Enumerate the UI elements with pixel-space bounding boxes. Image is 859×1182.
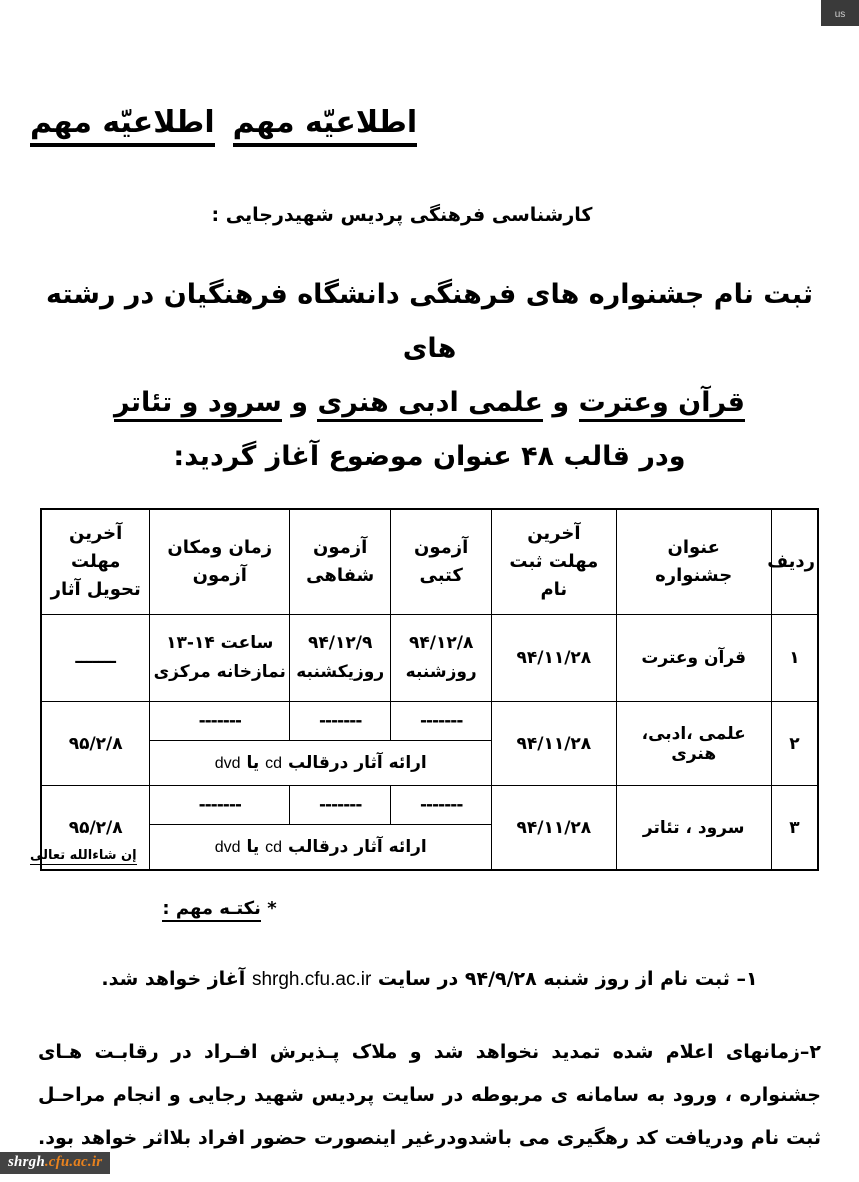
header-works-deadline-l1: آخرین مهلت	[69, 523, 123, 573]
intro-line-2	[30, 376, 829, 430]
site-watermark	[0, 1152, 110, 1174]
row2-submission-note-or: یا	[246, 753, 260, 773]
header-oral-exam	[290, 509, 391, 615]
row1-written-exam-day: روزشنبه	[405, 662, 477, 682]
row3-submission-note-or: یا	[246, 837, 260, 857]
header-radif: ردیف	[771, 509, 818, 615]
intro-paragraph	[30, 268, 829, 484]
header-registration-deadline-l2: مهلت ثبت نام	[509, 551, 599, 600]
row3-written-exam: -------	[391, 786, 492, 825]
headline-right: اطلاعیّه مهم	[30, 104, 215, 147]
header-registration-deadline-l1: آخرین	[527, 523, 581, 545]
note2-line-2: جشنواره ، ورود به سامانه ی مربوطه در سایت پردیس شهید رجایی و انجام مراحـل	[38, 1083, 821, 1106]
intro-line-3: ودر قالب ۴۸ عنوان موضوع آغاز گردید:	[173, 441, 686, 472]
row1-written-exam-date: ۹۴/۱۲/۸	[409, 633, 474, 654]
intro-sep-1: و	[543, 387, 579, 418]
row3-time-place: -------	[150, 786, 290, 825]
row3-submission-note-cd: cd	[265, 839, 283, 856]
header-festival-title-l2: جشنواره	[655, 565, 733, 586]
table-row	[41, 702, 818, 741]
table-row	[41, 786, 818, 825]
note-item-2	[38, 1031, 821, 1159]
row1-written-exam	[391, 615, 492, 702]
table-header-row	[41, 509, 818, 615]
header-time-place-l2: آزمون	[192, 565, 247, 586]
row3-submission-note-dvd: dvd	[214, 839, 241, 856]
notes-title-text: نکتـه مهم :	[162, 898, 261, 922]
inshaallah-holder	[30, 844, 819, 863]
page-content	[30, 26, 829, 1156]
header-festival-title-l1: عنوان	[667, 537, 720, 559]
row1-oral-exam-day: روزیکشنبه	[296, 662, 385, 682]
row3-title: سرود ، تئاتر	[616, 786, 771, 871]
row1-oral-exam-date: ۹۴/۱۲/۹	[308, 633, 373, 654]
schedule-table-wrapper	[40, 508, 819, 871]
row3-radif: ۳	[771, 786, 818, 871]
row1-title: قرآن وعترت	[616, 615, 771, 702]
header-time-place-l1: زمان ومکان	[167, 537, 273, 559]
addressee-line: کارشناسی فرهنگی پردیس شهیدرجایی :	[211, 204, 593, 226]
note-item-1	[38, 968, 821, 991]
row2-submission-note-dvd: dvd	[214, 755, 241, 772]
watermark-name: shrgh	[8, 1154, 45, 1170]
row1-time-place	[150, 615, 290, 702]
row1-time-place-l2: نمازخانه مرکزی	[153, 662, 286, 682]
row3-submission-note-fa: ارائه آثار درقالب	[288, 837, 427, 857]
headline-row	[30, 104, 829, 147]
corner-badge: us	[821, 0, 859, 26]
row2-time-place: -------	[150, 702, 290, 741]
header-oral-exam-l1: آزمون	[313, 537, 368, 559]
header-time-place	[150, 509, 290, 615]
note1-text-before: ۱– ثبت نام از روز شنبه ۹۴/۹/۲۸ در سایت	[377, 968, 758, 990]
intro-line-1: ثبت نام جشنواره های فرهنگی دانشگاه فرهنگیان در رشته های	[46, 279, 813, 364]
row2-works-deadline: ۹۵/۲/۸	[41, 702, 150, 786]
table-row	[41, 615, 818, 702]
header-written-exam	[391, 509, 492, 615]
note2-line-3: ثبت نام ودریافت کد رهگیری می باشدودرغیر اینصورت حضور افراد بلااثر خواهد بود.	[38, 1126, 821, 1149]
row2-title: علمی ،ادبی، هنری	[616, 702, 771, 786]
row1-time-place-l1: ساعت ۱۴-۱۳	[166, 633, 274, 654]
header-written-exam-l1: آزمون	[414, 537, 469, 559]
row2-submission-note-fa: ارائه آثار درقالب	[288, 753, 427, 773]
header-works-deadline	[41, 509, 150, 615]
row1-registration-deadline: ۹۴/۱۱/۲۸	[492, 615, 616, 702]
row1-oral-exam	[290, 615, 391, 702]
intro-sep-2: و	[281, 387, 318, 418]
header-works-deadline-l2: تحویل آثار	[50, 578, 141, 600]
note1-url: shrgh.cfu.ac.ir	[251, 969, 372, 990]
row1-radif: ۱	[771, 615, 818, 702]
schedule-table	[40, 508, 819, 871]
notes-title	[30, 898, 829, 919]
row2-radif: ۲	[771, 702, 818, 786]
intro-subject-theater: سرود و تئاتر	[114, 387, 282, 422]
notes-title-star-icon: *	[267, 898, 277, 919]
intro-subject-literary: علمی ادبی هنری	[317, 387, 543, 422]
row1-works-deadline: ـــــــ	[41, 615, 150, 702]
headline-left: اطلاعیّه مهم	[233, 104, 418, 147]
note1-text-after: آغاز خواهد شد.	[101, 968, 246, 990]
header-written-exam-l2: کتبی	[419, 565, 463, 586]
row3-works-deadline: ۹۵/۲/۸	[41, 786, 150, 871]
header-oral-exam-l2: شفاهی	[306, 565, 375, 586]
row2-registration-deadline: ۹۴/۱۱/۲۸	[492, 702, 616, 786]
intro-subject-quran: قرآن وعترت	[579, 387, 745, 422]
row2-submission-note	[150, 741, 492, 786]
row2-written-exam: -------	[391, 702, 492, 741]
header-registration-deadline	[492, 509, 616, 615]
row2-oral-exam: -------	[290, 702, 391, 741]
watermark-domain: .cfu.ac.ir	[44, 1154, 103, 1170]
row3-oral-exam: -------	[290, 786, 391, 825]
row3-registration-deadline: ۹۴/۱۱/۲۸	[492, 786, 616, 871]
inshaallah-text: إن شاءالله تعالی	[30, 848, 137, 863]
note2-line-1: ۲–زمانهای اعلام شده تمدید نخواهد شد و ملاک پـذیرش افـراد در رقابـت هـای	[38, 1041, 821, 1063]
row2-submission-note-cd: cd	[265, 755, 283, 772]
header-festival-title	[616, 509, 771, 615]
